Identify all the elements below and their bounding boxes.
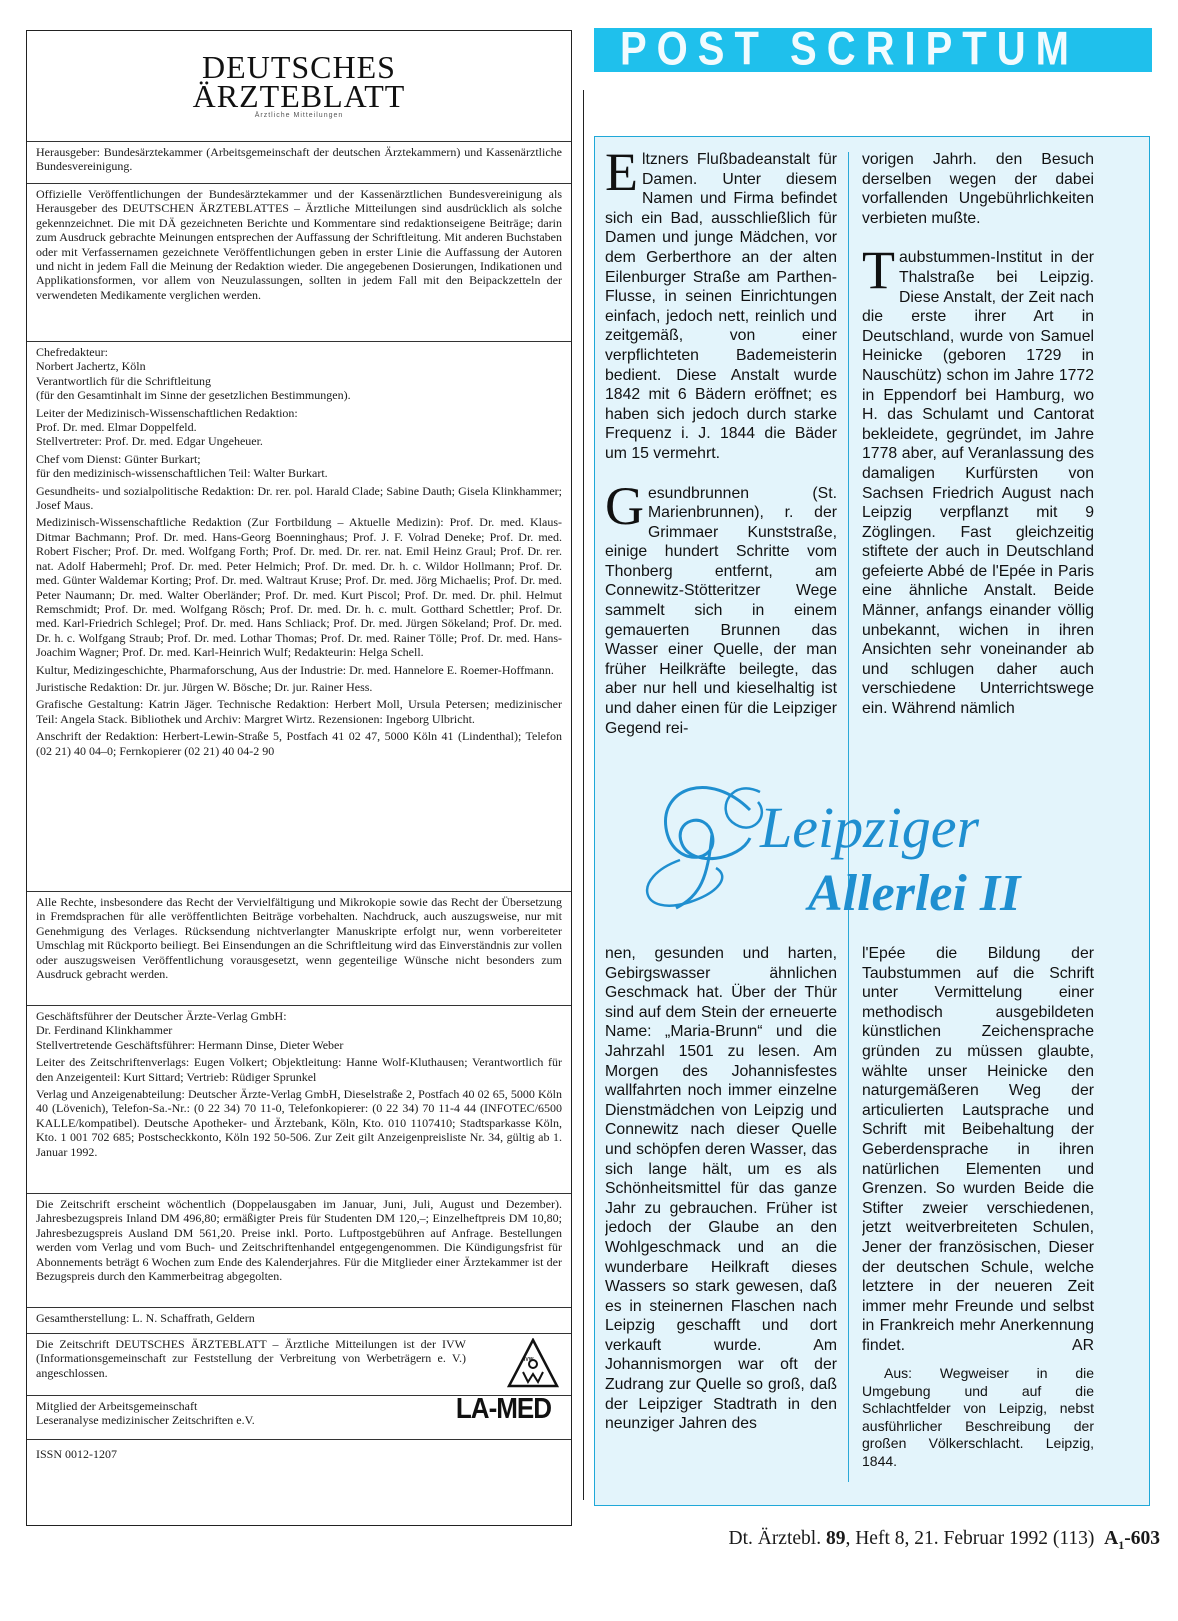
paragraph-lepee [862, 944, 1094, 1355]
publisher-block [27, 141, 571, 183]
drop-cap-g: G [605, 475, 644, 536]
official-notice-text: Offizielle Veröffentlichungen der Bundesärztekammer und der Kassenärztlichen Bundesvereinigung als Herausgeber des DEUTSCHEN ÄRZTEBLATTES – Ärztliche Mitteilungen sind ausdrücklich als solche gekennzeichnet. Die mit DÄ gezeichneten Berichte und Kommentare sind redaktionseigene Beiträge; darin zum Ausdruck gebrachte Meinungen entsprechen der Auffassung der Schriftleitung. Mit anderen Buchstaben oder mit Verfassernamen gezeichnete Veröffentlichungen geben in erster Linie die Auffassung der Autoren und nicht in jedem Fall die Meinung der Redaktion wieder. Die angegebenen Dosierungen, Indikationen und Applikationsformen, vor allem von Neuzulassungen, sollten in jedem Fall mit den Beipackzetteln der verwendeten Medikamente verglichen werden. [36, 187, 562, 302]
masthead [27, 31, 571, 141]
author-signature: AR [1072, 1336, 1094, 1354]
ivw-text: Die Zeitschrift DEUTSCHES ÄRZTEBLATT – Ärztliche Mitteilungen ist der IVW (Informationsgemeinschaft zur Feststellung der Verbreitung von Werbeträgern e. V.) angeschlossen. [36, 1337, 466, 1380]
footer-issue-info: , Heft 8, 21. Februar 1992 (113) [845, 1528, 1095, 1549]
masthead-title-line2: ÄRZTEBLATT [192, 78, 406, 114]
source-citation: Aus: Wegweiser in die Umgebung und auf die Schlachtfelder von Leipzig, nebst ausführlicher Beschreibung der großen Völkerschlacht. Leipzig, 1844. [862, 1365, 1094, 1469]
issn-text: ISSN 0012-1207 [36, 1447, 118, 1461]
footer-page-sub: 1 [1118, 1537, 1125, 1552]
managing-directors: Geschäftsführer der Deutscher Ärzte-Verlag GmbH: Dr. Ferdinand Klinkhammer Stellvertretende Geschäftsführer: Hermann Dinse, Dieter Weber [36, 1009, 344, 1052]
chef-vom-dienst: Chef vom Dienst: Günter Burkart; für den medizinisch-wissenschaftlichen Teil: Walter Burkart. [36, 451, 328, 481]
logo-line-2: Allerlei II [808, 865, 1021, 922]
paragraph-taubstummen-text: aubstummen-Institut in der Thalstraße bei Leipzig. Diese Anstalt, der Zeit nach die erste ihrer Art in Deutschland, wurde von Samuel Heinicke (geboren 1729 in Nauschütz) schon im Jahre 1772 in Eppendorf bei Hamburg, wo H. das Schulamt und Cantorat bekleidete, gegründet, im Jahre 1778 aber, auf Veranlassung des damaligen Kurfürsten von Sachsen Friedrich August nach Leipzig verpflanzt mit 9 Zöglingen. Fast gleichzeitig stiftete der auch in Deutschland gefeierte Abbé de l'Epée in Paris eine ähnliche Anstalt. Beide Männer, anfangs einander völlig unbekannt, wichen in ihren Ansichten sehr voneinander ab und schlugen daher auch verschiedene Unterrichtswege ein. Während nämlich [862, 249, 1094, 718]
culture-editor: Kultur, Medizingeschichte, Pharmaforschung, Aus der Industrie: Dr. med. Hannelore E. Roemer-Hoffmann. [36, 662, 554, 677]
leipziger-allerlei-logo [620, 768, 1130, 938]
legal-editors: Juristische Redaktion: Dr. jur. Jürgen W. Bösche; Dr. jur. Rainer Hess. [36, 679, 373, 694]
medical-editor-lead: Leiter der Medizinisch-Wissenschaftlichen Redaktion: Prof. Dr. med. Elmar Doppelfeld. Stellvertreter: Prof. Dr. med. Edgar Ungeheuer. [36, 405, 298, 449]
paragraph-gesundbrunnen [605, 475, 837, 739]
ivw-logo-text: IVW [524, 1357, 534, 1363]
issn-block [27, 1439, 571, 1471]
ivw-block [27, 1333, 571, 1395]
paragraph-taubstummen [862, 240, 1094, 718]
paragraph-wasser: nen, gesunden und harten, Gebirgswasser ähnlichen Geschmack hat. Über der Thür sind auf dem Stein der erneuerte Name: „Maria-Brunn“ und die Jahrzahl 1501 zu lesen. Am Morgen des Johannisfestes wallfahrten noch immer einzelne Dienstmädchen von Leipzig und Connewitz nach dieser Quelle und schöpfen deren Wasser, das sich lange hält, um es als Schönheitsmittel für das ganze Jahr zu gebrauchen. Früher ist jedoch der Glaube an den Wohlgeschmack und an die wunderbare Heilkraft dieses Wassers so stark gewesen, daß es in steinernen Flaschen nach Leipzig geschafft und dort verkauft wurde. Am Johannismorgen war oft der Zudrang zur Quelle so groß, daß der Leipziger Stadtrath in den neunziger Jahren des [605, 945, 837, 1433]
production-text: Gesamtherstellung: L. N. Schaffrath, Geldern [36, 1311, 255, 1325]
footer-volume: 89 [825, 1528, 846, 1549]
lamed-block [27, 1395, 571, 1439]
subscription-text: Die Zeitschrift erscheint wöchentlich (Doppelausgaben im Januar, Juni, Juli, August und Dezember). Jahresbezugspreis Inland DM 496,80; ermäßigter Preis für Studenten DM 120,–; Einzelheftpreis DM 10,80; Jahresbezugspreis Ausland DM 561,20. Preise inkl. Porto. Luftpostgebühren auf Anfrage. Bestellungen werden vom Verlag und vom Buch- und Zeitschriftenhandel entgegengenommen. Die Kündigungsfrist für Abonnements beträgt 6 Wochen zum Ende des Kalenderjahres. Für die Mitglieder einer Ärztekammer ist der Bezugspreis durch den Kammerbeitrag abgegolten. [36, 1197, 562, 1284]
article-column-2-top [862, 150, 1094, 756]
impressum-panel [26, 30, 572, 1526]
official-notice-block [27, 183, 571, 341]
article-column-1-top [605, 150, 837, 756]
logo-line-1: Leipziger [760, 795, 980, 860]
paragraph-vorigen: vorigen Jahrh. den Besuch derselben wegen der dabei vorfallenden Ungebührlichkeiten verbieten mußte. [862, 151, 1094, 227]
graphic-design-credits: Grafische Gestaltung: Katrin Jäger. Technische Redaktion: Herbert Moll, Ursula Petersen; medizinischer Teil: Angela Stack. Bibliothek und Archiv: Margret Wirtz. Rezensionen: Ingeborg Ulbricht. [36, 697, 562, 726]
chief-editor: Chefredakteur: Norbert Jachertz, Köln Verantwortlich für die Schriftleitung (für den Gesamtinhalt im Sinne der gesetzlichen Bestimmungen). [36, 345, 351, 403]
health-policy-editors: Gesundheits- und sozialpolitische Redaktion: Dr. rer. pol. Harald Clade; Sabine Dauth; Gisela Klinkhammer; Josef Maus. [36, 483, 562, 513]
post-scriptum-title: POST SCRIPTUM [620, 28, 1079, 72]
paragraph-eltzners [605, 150, 837, 464]
paragraph-gesundbrunnen-text: esundbrunnen (St. Marienbrunnen), r. der Grimmaer Kunststraße, einige hundert Schritte vom Thonberg entfernt, am Connewitz-Stötteritzer Wege sammelt sich in einem gemauerten Brunnen das Wasser einer Quelle, der man früher Heilkräfte beilegte, das aber nur hell und kieselhaltig ist und daher einen für die Leipziger Gegend rei- [605, 484, 837, 737]
column-divider [583, 90, 584, 1500]
article-column-1-bottom [605, 944, 837, 1492]
drop-cap-t: T [862, 240, 895, 301]
publisher-address: Verlag und Anzeigenabteilung: Deutscher Ärzte-Verlag GmbH, Dieselstraße 2, Postfach 40 02 65, 5000 Köln 40 (Lövenich), Telefon-Sa.-Nr.: (0 22 34) 70 11-0, Telefonkopierer: (0 22 34) 70 11-4 44 (INFOTEC/6500 KALLE/kompatibel). Deutsche Apotheker- und Ärztebank, Köln, Kto. 010 1107410; Stadtsparkasse Köln, Kto. 1 001 702 685; Postscheckkonto, Köln 192 50-506. Zur Zeit gilt Anzeigenpreisliste Nr. 34, gültig ab 1. Januar 1992. [36, 1087, 562, 1159]
paragraph-eltzners-text: ltzners Flußbadeanstalt für Damen. Unter diesem Namen und Firma befindet sich ein Bad, ausschließlich für Damen und junge Mädchen, vor dem Gerberthore an der alten Eilenburger Straße am Parthen-Flusse, in seinen Einrichtungen einfach, jedoch nett, reinlich und zeitgemäß, von einer verpflichteten Bademeisterin bedient. Diese Anstalt wurde 1842 mit 6 Bädern eröffnet; es haben sich jedoch durch starke Frequenz i. J. 1844 die Bäder um 15 vermehrt. [605, 151, 837, 462]
page-footer [620, 1528, 1160, 1553]
lamed-text: Mitglied der Arbeitsgemeinschaft Leseranalyse medizinischer Zeitschriften e.V. [36, 1399, 255, 1428]
paragraph-lepee-text: l'Epée die Bildung der Taubstummen auf die Schrift unter Vermittelung einer methodisch ausgebildeten künstlichen Zeichensprache gründen zu müssen glaubte, wählte unser Heinicke den naturgemäßeren Weg der articulierten Lautsprache und Schrift mit Beibehaltung der Geberdensprache in ihren natürlichen Elementen und Grenzen. So wurden Beide die Stifter zweier verschiedenen, jetzt weitverbreiteten Schulen, Jener der französischen, Dieser der deutschen Schule, welche letztere in der neueren Zeit immer mehr Freunde und selbst in Frankreich mehr Anerkennung findet. [862, 945, 1094, 1354]
publisher-management-block [27, 1005, 571, 1193]
rights-block [27, 891, 571, 1005]
drop-cap-e: E [605, 150, 638, 202]
subscription-block [27, 1193, 571, 1307]
masthead-subtitle: Ärztliche Mitteilungen [254, 112, 344, 119]
footer-page-number: -603 [1124, 1528, 1160, 1549]
rights-text: Alle Rechte, insbesondere das Recht der Vervielfältigung und Mikrokopie sowie das Recht der Übersetzung in Fremdsprachen für alle veröffentlichten Beiträge vorbehalten. Nachdruck, auch auszugsweise, nur mit Genehmigung des Verlages. Rücksendung nichtverlangter Manuskripte erfolgt nur, wenn vorbereiteter Umschlag mit Rückporto beiliegt. Bei Einsendungen an die Schriftleitung wird das Einverständnis zur vollen oder auszugsweisen Veröffentlichung vorausgesetzt, wenn gegenteilige Wünsche nicht besonders zum Ausdruck gebracht werden. [36, 895, 562, 982]
medical-editorial-board: Medizinisch-Wissenschaftliche Redaktion (Zur Fortbildung – Aktuelle Medizin): Prof. Dr. med. Klaus-Ditmar Bachmann; Prof. Dr. med. Hans-Georg Boenninghaus; Prof. J. F. Volrad Deneke; Prof. Dr. med. Robert Fischer; Prof. Dr. med. Wolfgang Forth; Prof. Dr. med. Dr. rer. nat. Emil Heinz Graul; Prof. Dr. rer. nat. Adolf Habermehl; Prof. Dr. med. Peter Helmich; Prof. Dr. med. Dr. h. c. Wildor Hollmann; Prof. Dr. med. Günter Waldemar Korting; Prof. Dr. med. Waltraut Kruse; Prof. Dr. med. Jörg Michaelis; Prof. Dr. med. Peter Naumann; Dr. med. Walter Oberländer; Prof. Dr. med. Kurt Piscol; Prof. Dr. med. Dr. phil. Helmut Remschmidt; Prof. Dr. med. Wolfgang Rösch; Prof. Dr. med. Dr. h. c. mult. Gotthard Schettler; Prof. Dr. med. Karl-Friedrich Schlegel; Prof. Dr. med. Hans Schliack; Prof. Dr. med. Jürgen Sökeland; Prof. Dr. med. Dr. h. c. Wolfgang Straub; Prof. Dr. med. Lothar Thomas; Prof. Dr. med. Rainer Tölle; Prof. Dr. med. Hans-Joachim Wagner; Prof. Dr. med. Karl-Heinrich Wulf; Redakteurin: Helga Schell. [36, 515, 562, 660]
footer-page-letter: A [1104, 1528, 1119, 1549]
publishing-management: Leiter des Zeitschriftenverlags: Eugen Volkert; Objektleitung: Hanne Wolf-Kluthausen; Verantwortlich für den Anzeigenteil: Kurt Sittard; Vertrieb: Rüdiger Sprunkel [36, 1055, 562, 1084]
production-block [27, 1307, 571, 1333]
ivw-logo [507, 1338, 559, 1390]
editorial-block [27, 341, 571, 891]
article-column-2-bottom [862, 944, 1094, 1492]
editorial-address: Anschrift der Redaktion: Herbert-Lewin-Straße 5, Postfach 41 02 47, 5000 Köln 41 (Lindenthal); Telefon (02 21) 40 04–0; Fernkopierer (02 21) 40 04-2 90 [36, 729, 562, 758]
lamed-logo: LA-MED [455, 1395, 551, 1425]
masthead-title-line1: DEUTSCHES [202, 49, 396, 85]
publisher-text: Herausgeber: Bundesärztekammer (Arbeitsgemeinschaft der deutschen Ärztekammern) und Kassenärztliche Bundesvereinigung. [36, 145, 562, 174]
post-scriptum-header [594, 28, 1152, 72]
footer-journal: Dt. Ärztebl. [728, 1528, 822, 1549]
